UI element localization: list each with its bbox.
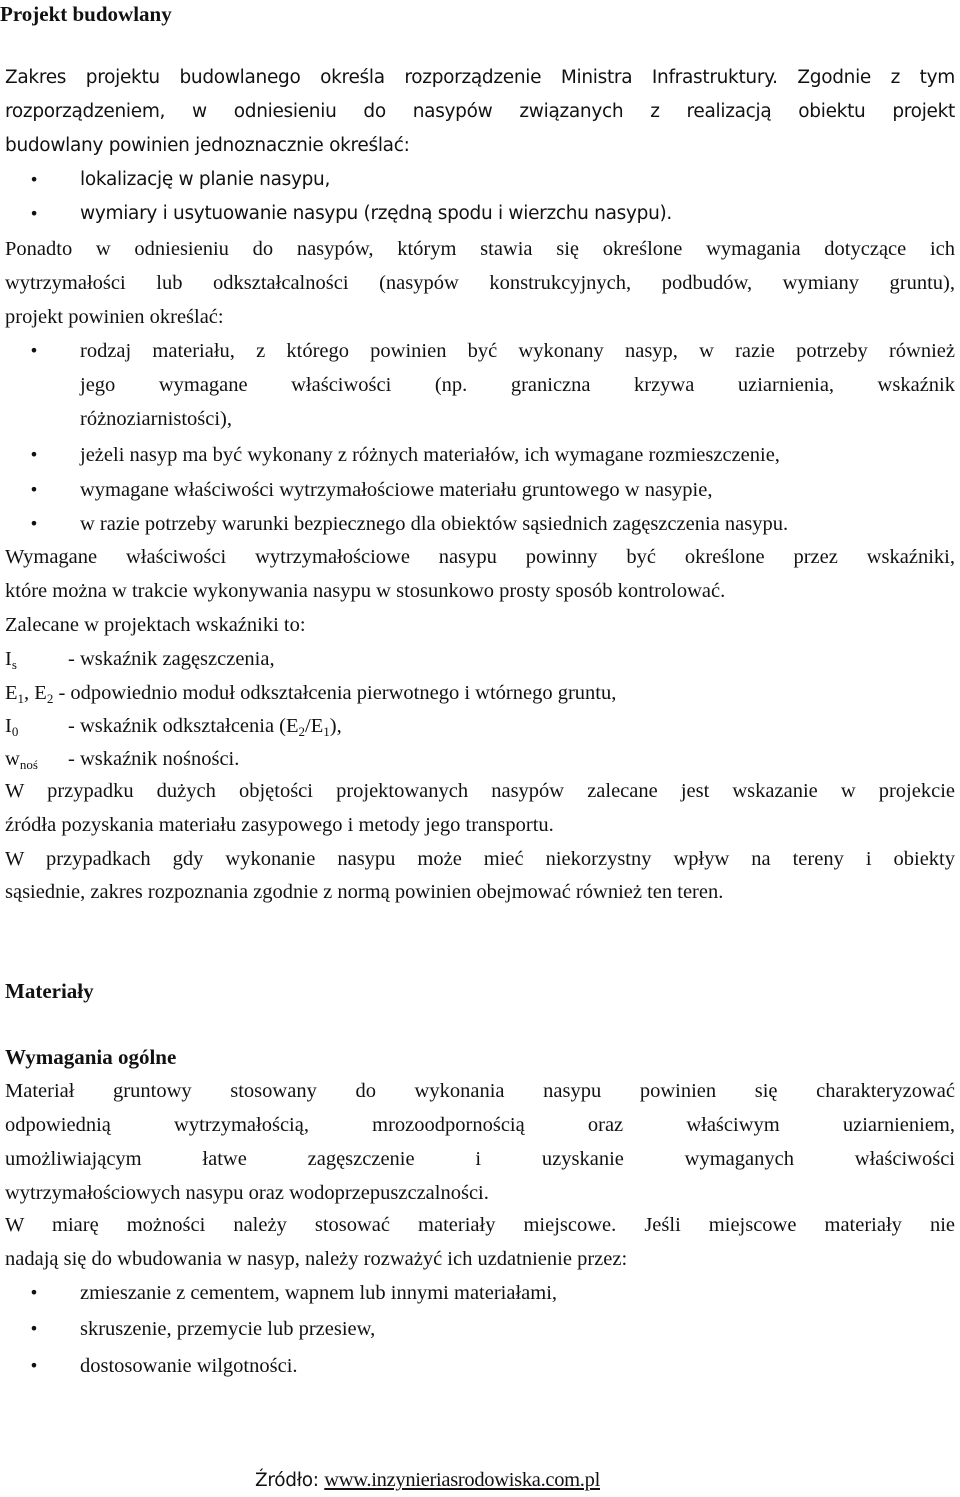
symbol-subscript: 2 xyxy=(46,691,54,706)
symbol-subscript: s xyxy=(11,657,17,672)
indicator-i0 xyxy=(5,710,955,742)
subsection-heading-general: Wymagania ogólne xyxy=(5,1045,177,1069)
indicator-desc: - wskaźnik zagęszczenia, xyxy=(68,648,275,670)
source-line: źródła pozyskania materiału zasypowego i metody jego transportu. xyxy=(5,814,554,836)
source-line: W przypadku dużych objętości projektowanych nasypów zalecane jest wskazanie w projekcie xyxy=(5,780,955,802)
list-item-text: jeżeli nasyp ma być wykonany z różnych materiałów, ich wymagane rozmieszczenie, xyxy=(80,444,780,466)
separator: , xyxy=(24,682,30,704)
intro-line: budowlany powinien jednoznacznie określać: xyxy=(5,135,410,156)
list-item-text: dostosowanie wilgotności. xyxy=(80,1355,298,1377)
indicators-line: Wymagane właściwości wytrzymałościowe nasypu powinny być określone przez wskaźniki, xyxy=(5,546,955,568)
list-item xyxy=(5,1277,955,1309)
list-item-text: lokalizację w planie nasypu, xyxy=(80,169,331,190)
list-item xyxy=(5,439,955,471)
symbol-subscript: noś xyxy=(19,757,38,772)
bullet-icon: • xyxy=(29,445,39,464)
list-item-text: rodzaj materiału, z którego powinien być wykonany nasyp, w razie potrzeby również xyxy=(80,340,955,362)
symbol: I xyxy=(5,715,12,737)
symbol-subscript: 1 xyxy=(17,691,25,706)
bullet-icon: • xyxy=(29,170,39,189)
general-line: wytrzymałościowych nasypu oraz wodoprzepuszczalności. xyxy=(5,1182,489,1204)
section-heading-materials: Materiały xyxy=(5,979,94,1003)
bullet-icon: • xyxy=(29,1319,39,1338)
symbol-subscript: 2 xyxy=(298,724,306,739)
strength-line: Ponadto w odniesieniu do nasypów, którym stawia się określone wymagania dotyczące ich xyxy=(5,238,955,260)
adjacent-line: sąsiednie, zakres rozpoznania zgodnie z normą powinien obejmować również ten teren. xyxy=(5,881,724,903)
list-item xyxy=(5,474,955,506)
symbol: E xyxy=(5,682,18,704)
local-line: W miarę możności należy stosować materiały miejscowe. Jeśli miejscowe materiały nie xyxy=(5,1214,955,1236)
intro-line: rozporządzeniem, w odniesieniu do nasypów związanych z realizacją obiektu projekt xyxy=(5,101,955,122)
general-line: umożliwiającym łatwe zagęszczenie i uzyskanie wymaganych właściwości xyxy=(5,1148,955,1170)
indicators-line: które można w trakcie wykonywania nasypu w stosunkowo prosty sposób kontrolować. xyxy=(5,580,726,602)
general-line: odpowiednią wytrzymałością, mrozoodpornością oraz właściwym uziarnieniem, xyxy=(5,1114,955,1136)
general-line: Materiał gruntowy stosowany do wykonania nasypu powinien się charakteryzować xyxy=(5,1080,955,1102)
bullet-icon: • xyxy=(29,1283,39,1302)
bullet-icon: • xyxy=(29,480,39,499)
bullet-icon: • xyxy=(29,1356,39,1375)
strength-line: wytrzymałości lub odkształcalności (nasypów konstrukcyjnych, podbudów, wymiany gruntu), xyxy=(5,272,955,294)
bullet-icon: • xyxy=(29,341,39,360)
symbol-subscript: 1 xyxy=(323,724,330,739)
list-item xyxy=(5,508,955,540)
indicator-desc: ), xyxy=(329,715,342,737)
indicator-e xyxy=(5,677,955,709)
indicator-w xyxy=(5,743,955,775)
bullet-icon: • xyxy=(29,204,39,223)
source-link[interactable]: www.inzynieriasrodowiska.com.pl xyxy=(324,1469,600,1491)
intro-line: Zakres projektu budowlanego określa rozporządzenie Ministra Infrastruktury. Zgodnie z tym xyxy=(5,67,955,88)
indicator-desc: - wskaźnik odkształcenia (E xyxy=(68,715,299,737)
page-title: Projekt budowlany xyxy=(0,2,172,26)
indicator-desc: /E xyxy=(305,715,324,737)
list-item xyxy=(5,1313,955,1345)
local-line: nadają się do wbudowania w nasyp, należy rozważyć ich uzdatnienie przez: xyxy=(5,1248,628,1270)
symbol: E xyxy=(34,682,47,704)
symbol: w xyxy=(5,748,20,770)
list-item-text: zmieszanie z cementem, wapnem lub innymi materiałami, xyxy=(80,1282,558,1304)
bullet-icon: • xyxy=(29,514,39,533)
list-item-text: skruszenie, przemycie lub przesiew, xyxy=(80,1318,376,1340)
list-item xyxy=(5,198,955,230)
symbol-subscript: 0 xyxy=(11,724,19,739)
list-item-text: w razie potrzeby warunki bezpiecznego dla obiektów sąsiednich zagęszczenia nasypu. xyxy=(80,513,789,535)
list-item-text: jego wymagane właściwości (np. graniczna krzywa uziarnienia, wskaźnik xyxy=(80,374,955,396)
list-item-text: różnoziarnistości), xyxy=(80,408,232,430)
indicator-is xyxy=(5,643,955,675)
symbol: I xyxy=(5,648,12,670)
indicators-line: Zalecane w projektach wskaźniki to: xyxy=(5,614,306,636)
list-item-text: wymiary i usytuowanie nasypu (rzędną spodu i wierzchu nasypu). xyxy=(80,203,672,224)
footer-source xyxy=(255,1464,600,1496)
adjacent-line: W przypadkach gdy wykonanie nasypu może mieć niekorzystny wpływ na tereny i obiekty xyxy=(5,848,955,870)
list-item-text: wymagane właściwości wytrzymałościowe materiału gruntowego w nasypie, xyxy=(80,479,713,501)
indicator-desc: - odpowiednio moduł odkształcenia pierwotnego i wtórnego gruntu, xyxy=(53,682,617,704)
list-item xyxy=(5,164,955,196)
indicator-desc: - wskaźnik nośności. xyxy=(68,748,240,770)
footer-label: Źródło: xyxy=(255,1470,325,1491)
strength-line: projekt powinien określać: xyxy=(5,306,224,328)
list-item xyxy=(5,1350,955,1382)
